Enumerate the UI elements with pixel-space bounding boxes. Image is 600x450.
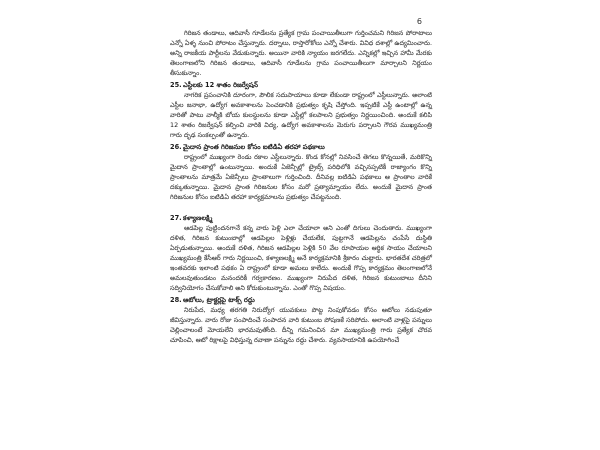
section-25 — [170, 80, 432, 140]
section-body: నాగరిక ప్రపంచానికి దూరంగా, పౌలిక సదుపాయాలు కూడా లేకుండా రాష్ట్రంలో ఎస్టీలున్నారు. అలాంటి ఎస్టీల జనాభా, ఉద్యోగ అవకాశాలను పెంచడానికి ప్రభుత్వం కృషి చేస్తోంది. ఇప్పటికే ఎస్టీ ఉంటాల్లో ఉన్న వారితో పాటు వాల్మీకి బోయ కులస్థులను కూడా ఎస్టీల్లో కలపాలని ప్రభుత్వం నిర్ణయించింది. అందుకే కలిపి 12 శాతం రిజర్వేషన్ కల్పించి వారికి విద్య, ఉద్యోగ అవకాశాలను మెరుగు పర్చాలని గౌరవ ముఖ్యమంత్రి గారు దృఢ సంకల్పంతో ఉన్నారు. — [170, 91, 432, 139]
section-title: ఆటోలు, ట్రాక్టర్లపై టాక్స్ రద్దు — [183, 296, 255, 304]
section-number: 25. — [170, 81, 182, 89]
section-heading — [170, 142, 432, 152]
section-number: 27. — [170, 214, 182, 222]
section-heading — [170, 80, 432, 90]
section-number: 26. — [170, 143, 182, 151]
section-body: ఆడపిల్ల పుట్టిందనగానే కన్న వారు పెళ్లి ఎలా చేయాలా అని ఎంతో దిగులు చెందుతారు. ముఖ్యంగా దళిత, గిరిజన కుటుంబాల్లో ఆడపిల్లల పెళ్లిళ్లు చేయలేక, పుట్టగానే ఆడపిల్లను చంపేసే దుస్థితి ఏర్పడుతున్నాయి. అందుకే దళిత, గిరిజన ఆడపిల్లల పెళ్లికి 50 వేల రూపాయల ఆర్థిక సాయం చేయాలని ముఖ్యమంత్రి కేసీఆర్ గారు నిర్ణయించి, కళ్యాణలక్ష్మి అనే కార్యక్రమానికి శ్రీకారం చుట్టారు. భారతదేశ చరిత్రలో ఇంతవరకు ఇలాంటి పథకం ఏ రాష్ట్రంలో కూడా అమలు కాలేదు. అందుకే గొప్ప కార్యక్రమం తెలంగాణలోనే అమలవుతుండటం మనందరికీ గర్వకారణం. ముఖ్యంగా నిరుపేద దళిత, గిరిజన కుటుంబాలు దీనిని సద్వినియోగం చేసుకోవాలి అని కోరుకుంటున్నాను. ఎంతో గొప్ప విషయం. — [170, 224, 432, 292]
section-heading — [170, 295, 432, 305]
document-body — [170, 28, 432, 345]
page-number: 6 — [416, 17, 422, 26]
section-body: రాష్ట్రంలో ముఖ్యంగా రెండు రకాల ఎస్టీలున్నారు. కొండ కోనల్లో నివసించే తెగలు కొన్నయితే, మరికొన్ని మైదాన ప్రాంతాల్లో ఉంటున్నాయి. అందుకే ఏజెన్సీల్లో ట్రైబ్స్ పరిధిలోకి వచ్చినప్పటికీ రాజ్యాంగం కొన్ని ప్రాంతాలను మాత్రమే ఏజెన్సీలు ప్రాంతాలుగా గుర్తించింది. దీనివల్ల ఐటిడిఏ పథకాలు ఆ ప్రాంతాల వారికే దక్కుతున్నాయి. మైదాన ప్రాంత గిరిజనుల కోసం మరో ప్రత్యామ్నాయం లేదు. అందుకే మైదాన ప్రాంత గిరిజనుల కోసం ఐటిడిఏ తరహా కార్యక్రమాలను ప్రభుత్వం చేపట్టనుంది. — [170, 153, 432, 201]
spacer — [170, 202, 432, 211]
section-title: ఎస్టీలకు 12 శాతం రిజర్వేషన్ — [183, 81, 259, 89]
section-26 — [170, 142, 432, 202]
section-body: నిరుపేద, మధ్య తరగతి నిరుద్యోగ యువకులు పొట్ట నింపుకోవడం కోసం ఆటోలు నడుపుతూ జీవిస్తున్నారు. వారు రోజు సంపాదించే సంపాదన వారి కుటుంబ పోషణకే సరిపోదు. అలాంటి వాళ్లపై పన్నులు చెల్లించాలంటే మోయలేని భారమవుతోంది. దీన్ని గమనించిన మా ముఖ్యమంత్రి గారు ప్రత్యేక చొరవ చూపించి, ఆటో రిక్షాలపై విధిస్తున్న రవాణా పన్నును రద్దు చేశారు. వ్యవసాయానికి ఉపయోగించే — [170, 306, 432, 344]
section-28 — [170, 295, 432, 345]
intro-paragraph: గిరిజన తండాలు, ఆదివాసీ గూడేలను ప్రత్యేక గ్రామ పంచాయితీలుగా గుర్తించమని గిరిజన పోరాటాలు ఎన్నో ఏళ్ళ నుంచి పోరాటం చేస్తున్నారు. దర్నాలు, రాస్తారోకోలు ఎన్నో చేశారు. వివిధ దశాల్లో ఉద్యమించారు. అన్ని రాజకీయ పార్టీలను వేడుకున్నారు. అయినా వారికి న్యాయం జరగలేదు. ఎన్నికల్లో ఇచ్చిన హామీ మేరకు తెలంగాణలోని గిరిజన తండాలు, ఆదివాసీ గూడేలను గ్రామ పంచాయితీలుగా మార్చాలని నిర్ణయం తీసుకున్నాం. — [170, 29, 432, 77]
section-heading — [170, 213, 432, 223]
section-27 — [170, 213, 432, 293]
section-number: 28. — [170, 296, 182, 304]
section-title: కళ్యాణలక్ష్మి — [183, 214, 213, 222]
section-title: మైదాన ప్రాంత గిరిజనుల కోసం ఐటిడిఏ తరహా పథకాలు — [183, 143, 325, 151]
